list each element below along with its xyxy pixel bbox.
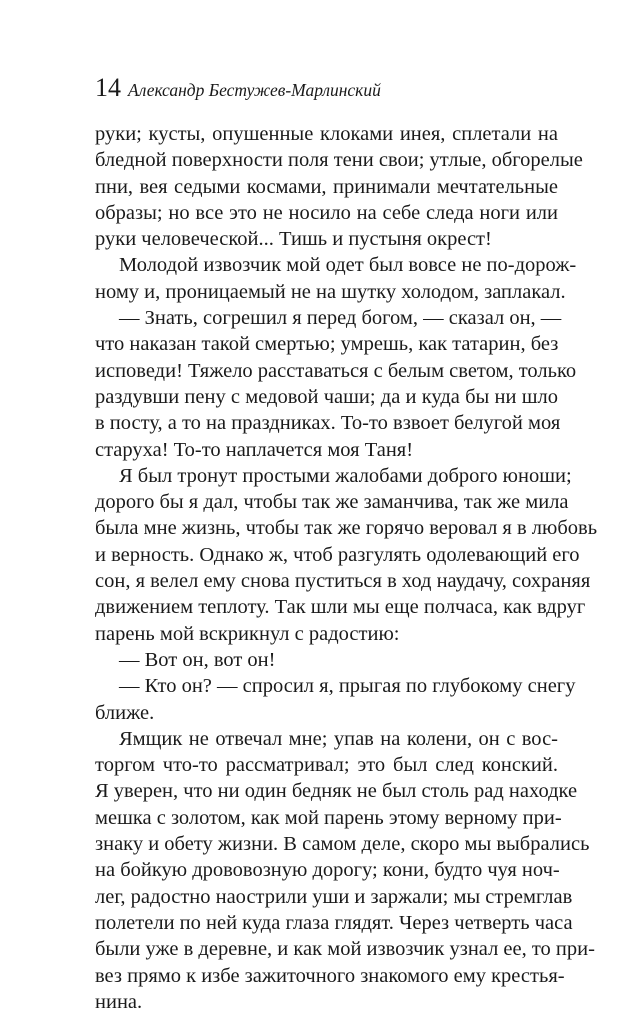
text-line: ному и, проницаемый не на шутку холодом, заплакал. <box>95 280 566 303</box>
text-line: что наказан такой смертью; умрешь, как татарин, без <box>95 333 559 356</box>
text-line: исповеди! Тяжело расставаться с белым светом, только <box>95 359 577 382</box>
text-line: торгом что-то рассматривал; это был след конский. <box>95 754 558 777</box>
text-line: старуха! То-то наплачется моя Таня! <box>95 438 414 461</box>
text-line: знаку и обету жизни. В самом деле, скоро мы выбрались <box>95 833 590 856</box>
text-line: Я уверен, что ни один бедняк не был столь рад находке <box>95 780 578 803</box>
text-line: вез прямо к избе зажиточного знакомого ему крестья- <box>95 964 565 987</box>
text-line: — Кто он? — спросил я, прыгая по глубокому снегу <box>119 675 576 698</box>
running-title: Александр Бестужев-Марлинский <box>128 80 381 100</box>
text-line: — Вот он, вот он! <box>119 648 276 671</box>
text-line: парень мой вскрикнул с радостию: <box>95 622 400 645</box>
page-number: 14 <box>95 73 121 102</box>
text-line: пни, вея седыми космами, принимали мечтательные <box>95 175 558 198</box>
text-line: движением теплоту. Так шли мы еще полчаса, как вдруг <box>95 596 586 619</box>
body-text <box>95 121 598 1015</box>
text-line: сон, я велел ему снова пуститься в ход наудачу, сохраняя <box>95 570 591 593</box>
text-line: и верность. Однако ж, чтоб разгулять одолевающий его <box>95 543 580 566</box>
running-head <box>95 73 565 107</box>
text-line: ближе. <box>95 701 155 724</box>
text-line: была мне жизнь, чтобы так же горячо веровал я в любовь <box>95 517 598 540</box>
text-line: Я был тронут простыми жалобами доброго юноши; <box>119 464 572 487</box>
text-line: руки человеческой... Тишь и пустыня окрест! <box>95 228 492 251</box>
text-line: лег, радостно наострили уши и заржали; мы стремглав <box>95 885 573 908</box>
text-line: полетели по ней куда глаза глядят. Через четверть часа <box>95 911 573 934</box>
text-line: Ямщик не отвечал мне; упав на колени, он с вос- <box>119 727 558 750</box>
text-line: руки; кусты, опушенные клоками инея, сплетали на <box>95 123 558 145</box>
text-line: Молодой извозчик мой одет был вовсе не по-дорож- <box>119 254 577 277</box>
text-line: нина. <box>95 990 143 1013</box>
text-line: на бойкую дрововозную дорогу; кони, будто чуя ноч- <box>95 859 560 882</box>
text-line: бледной поверхности поля тени свои; утлые, обгорелые <box>95 149 583 172</box>
text-line: дорого бы я дал, чтобы так же заманчива, так же мила <box>95 491 569 514</box>
text-line: раздувши пену с медовой чаши; да и куда бы ни шло <box>95 385 558 408</box>
text-line: — Знать, согрешил я перед богом, — сказал он, — <box>119 307 562 330</box>
text-line: мешка с золотом, как мой парень этому верному при- <box>95 806 562 829</box>
text-line: в посту, а то на праздниках. То-то взвоет белугой моя <box>95 412 561 435</box>
text-line: были уже в деревне, и как мой извозчик узнал ее, то при- <box>95 938 595 961</box>
text-line: образы; но все это не носило на себе следа ноги или <box>95 201 558 224</box>
